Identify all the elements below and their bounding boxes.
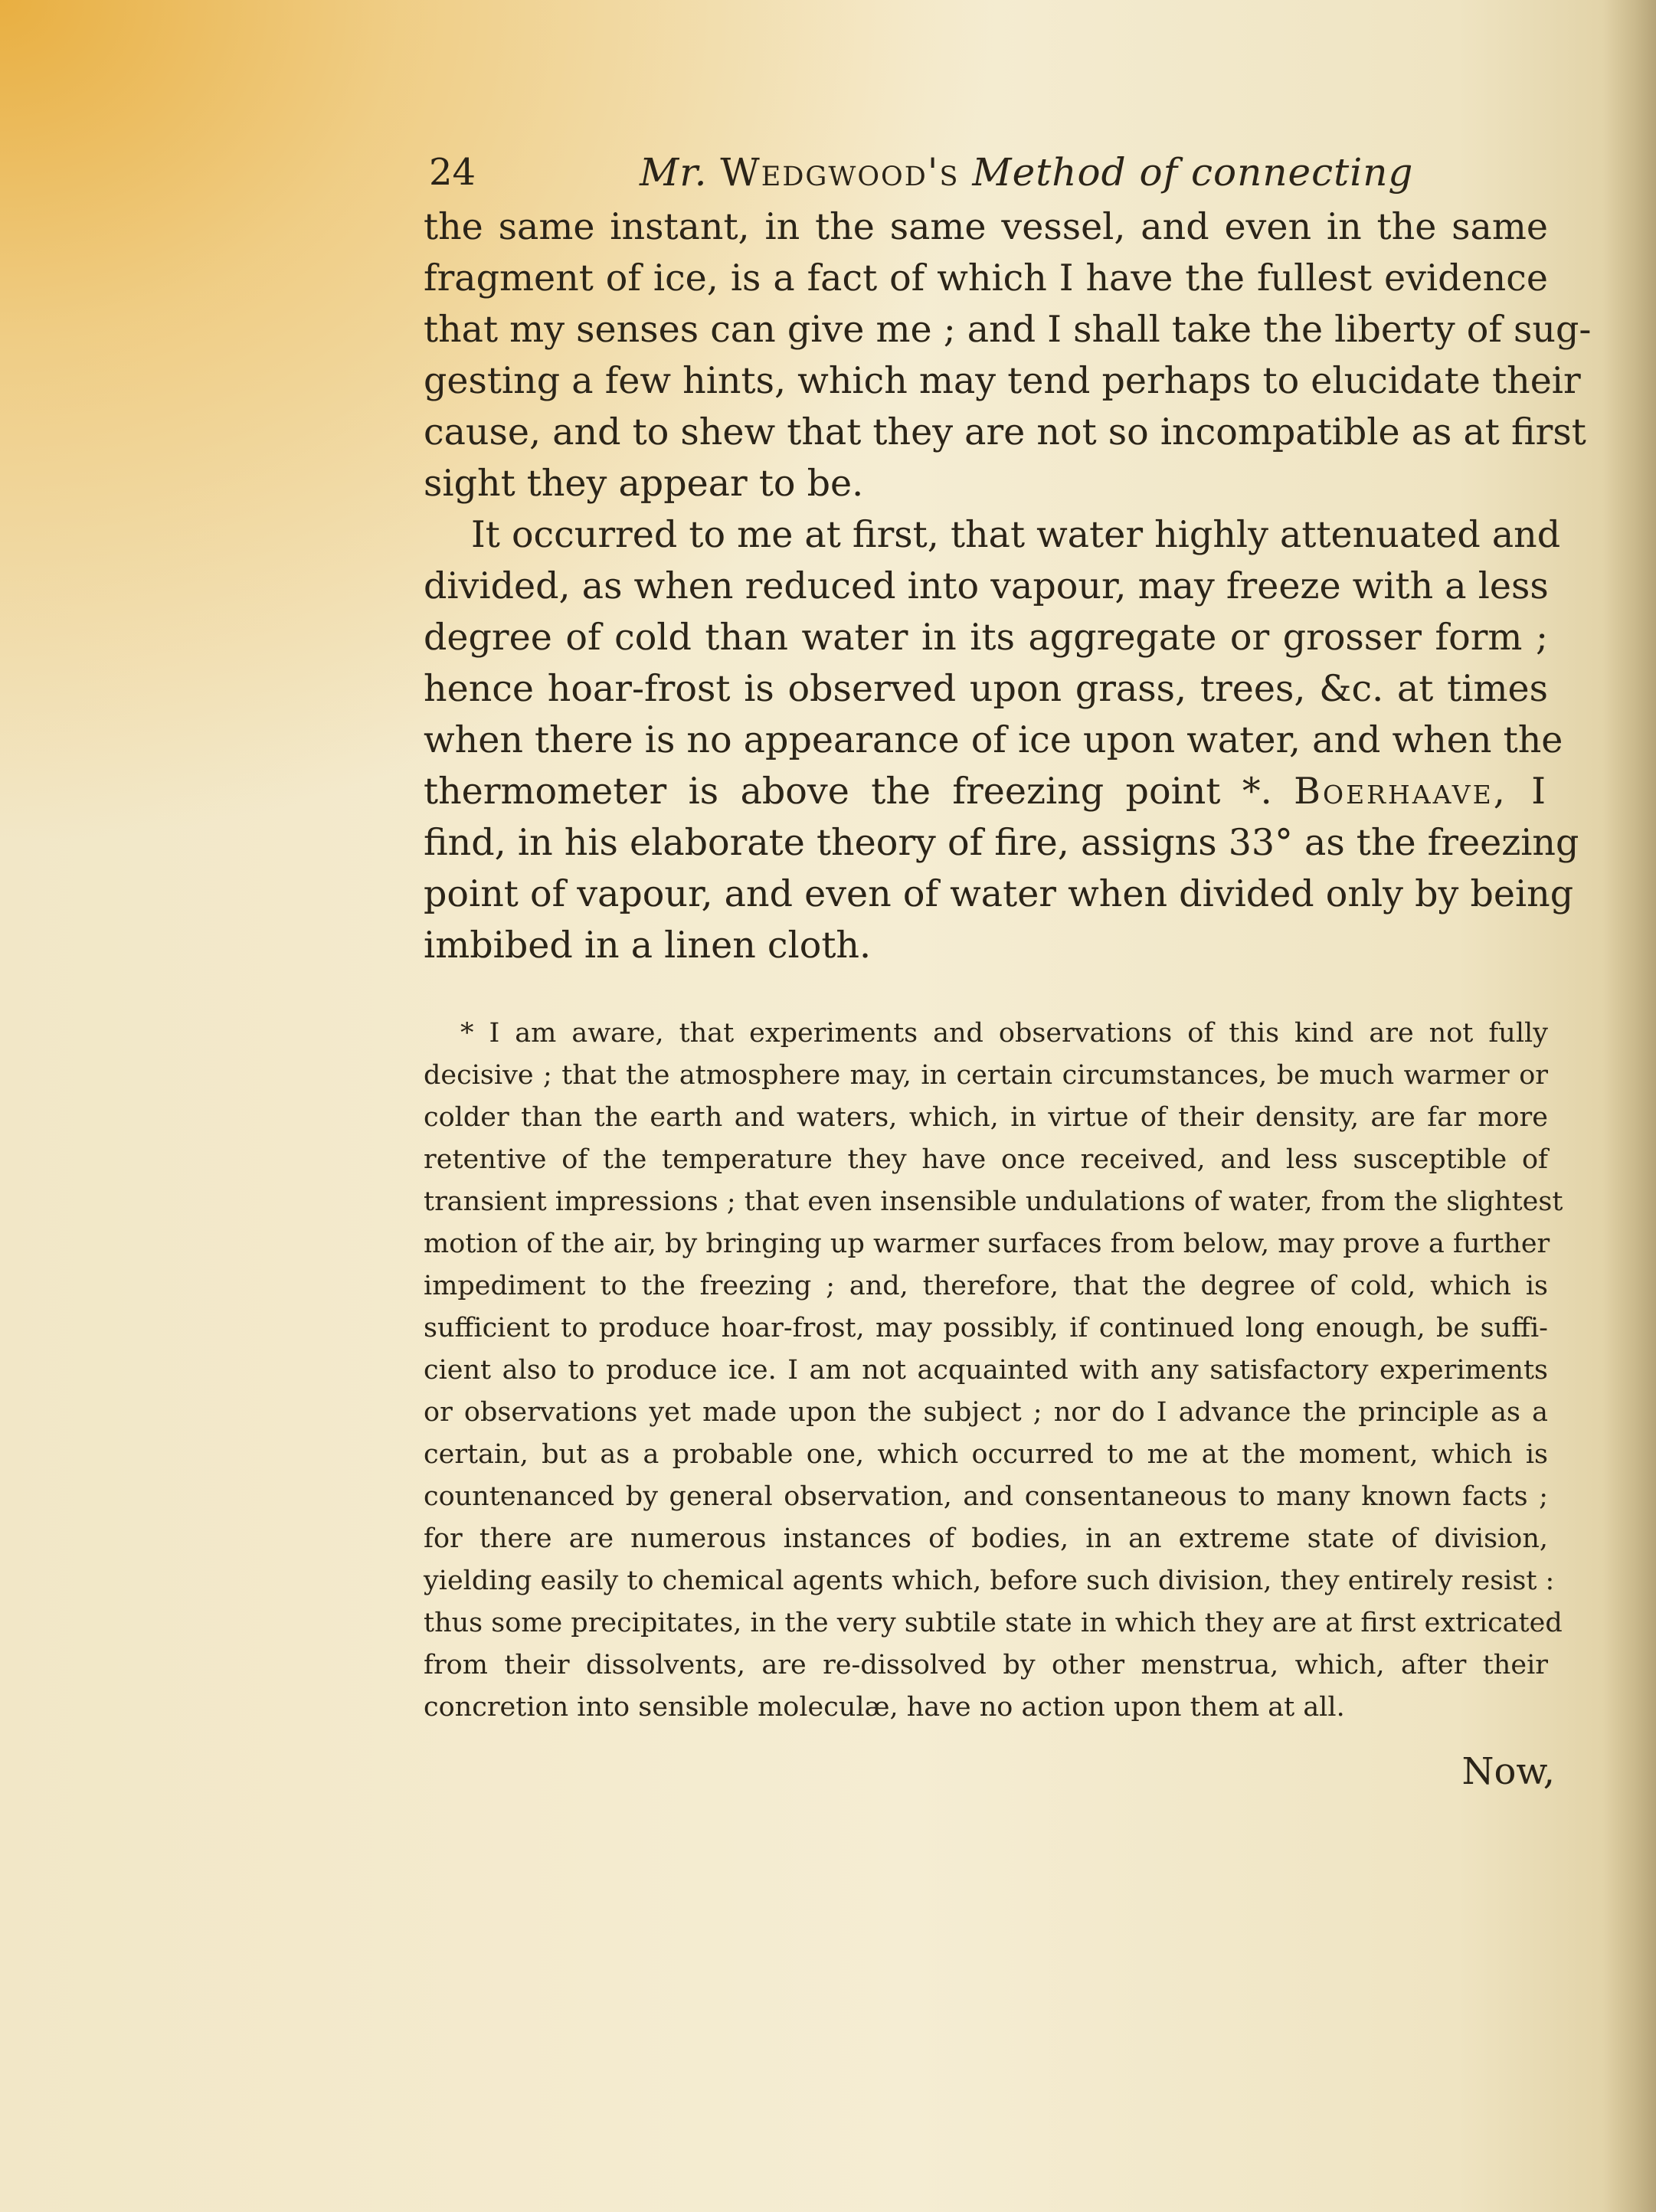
main-line: imbibed in a linen cloth. bbox=[424, 924, 872, 967]
running-head-suffix: Method of connecting bbox=[972, 150, 1414, 195]
main-line: degree of cold than water in its aggregate or grosser form ; bbox=[424, 617, 1548, 659]
main-line: divided, as when reduced into vapour, may freeze with a less bbox=[424, 565, 1549, 607]
main-line-text: thermometer is above the freezing point *. bbox=[424, 771, 1272, 813]
footnote-line: certain, but as a probable one, which occurred to me at the moment, which is bbox=[424, 1439, 1548, 1470]
footnote bbox=[424, 1013, 1563, 1729]
page-header bbox=[429, 146, 1414, 199]
main-line: sight they appear to be. bbox=[424, 463, 864, 505]
footnote-line: transient impressions ; that even insensible undulations of water, from the slightest bbox=[424, 1186, 1563, 1217]
footnote-line: colder than the earth and waters, which, in virtue of their density, are far more bbox=[424, 1102, 1548, 1133]
footnote-line: sufficient to produce hoar-frost, may possibly, if continued long enough, be suffi- bbox=[424, 1313, 1548, 1343]
footnote-line: retentive of the temperature they have once received, and less susceptible of bbox=[424, 1144, 1548, 1175]
page-gutter-shadow bbox=[1602, 0, 1656, 2212]
proper-name-boerhaave: Boerhaave, I bbox=[1294, 771, 1548, 813]
main-text bbox=[424, 201, 1592, 971]
running-head bbox=[640, 146, 1413, 199]
main-line: that my senses can give me ; and I shall take the liberty of sug- bbox=[424, 309, 1592, 351]
main-line: gesting a few hints, which may tend perhaps to elucidate their bbox=[424, 360, 1581, 402]
page-number: 24 bbox=[429, 151, 476, 194]
footnote-line: cient also to produce ice. I am not acquainted with any satisfactory experiments bbox=[424, 1355, 1548, 1386]
footnote-line: concretion into sensible moleculæ, have no action upon them at all. bbox=[424, 1692, 1345, 1723]
footnote-line: for there are numerous instances of bodies, in an extreme state of division, bbox=[424, 1523, 1548, 1554]
footnote-line: or observations yet made upon the subject ; nor do I advance the principle as a bbox=[424, 1397, 1548, 1428]
main-line: find, in his elaborate theory of fire, assigns 33° as the freezing bbox=[424, 822, 1579, 864]
footnote-line: yielding easily to chemical agents which, before such division, they entirely resist : bbox=[424, 1566, 1555, 1596]
footnote-line: thus some precipitates, in the very subtile state in which they are at first extricated bbox=[424, 1608, 1563, 1638]
footnote-line: decisive ; that the atmosphere may, in certain circumstances, be much warmer or bbox=[424, 1060, 1548, 1091]
running-head-prefix: Mr. bbox=[640, 150, 708, 195]
main-line: fragment of ice, is a fact of which I have the fullest evidence bbox=[424, 257, 1548, 299]
main-line-with-name bbox=[424, 766, 1548, 817]
main-line: the same instant, in the same vessel, and even in the same bbox=[424, 206, 1548, 248]
footnote-line: * I am aware, that experiments and observations of this kind are not fully bbox=[460, 1018, 1548, 1049]
main-line: hence hoar-frost is observed upon grass, trees, &c. at times bbox=[424, 668, 1548, 710]
main-line: when there is no appearance of ice upon water, and when the bbox=[424, 719, 1563, 761]
main-line-paragraph-start: It occurred to me at first, that water highly attenuated and bbox=[471, 514, 1561, 556]
main-line: point of vapour, and even of water when divided only by being bbox=[424, 873, 1574, 915]
footnote-line: countenanced by general observation, and consentaneous to many known facts ; bbox=[424, 1481, 1548, 1512]
catchword: Now, bbox=[1461, 1750, 1555, 1793]
footnote-line: impediment to the freezing ; and, therefore, that the degree of cold, which is bbox=[424, 1271, 1548, 1301]
running-head-name: Wedgwood's bbox=[720, 150, 960, 195]
footnote-line: from their dissolvents, are re-dissolved by other menstrua, which, after their bbox=[424, 1650, 1548, 1680]
main-line: cause, and to shew that they are not so incompatible as at first bbox=[424, 411, 1586, 453]
footnote-line: motion of the air, by bringing up warmer surfaces from below, may prove a further bbox=[424, 1229, 1550, 1259]
